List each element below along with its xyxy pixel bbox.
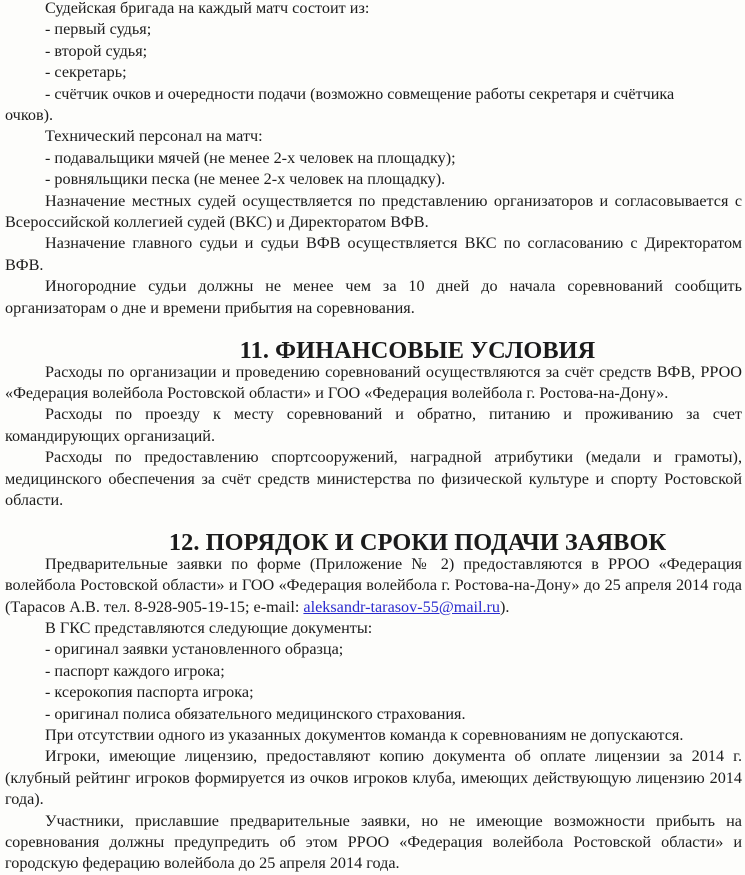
section-12-title: 12. ПОРЯДОК И СРОКИ ПОДАЧИ ЗАЯВОК: [168, 529, 667, 557]
applications-end: ).: [500, 597, 510, 616]
referee-item-3: - секретарь;: [45, 63, 127, 82]
license-paragraph: Игроки, имеющие лицензию, предоставляют копию документа об оплате лицензии за 2014 г. (клубный рейтинг игроков формируется из очков игроков клуба, имеющих действующую лицензию 2014 года).: [5, 747, 742, 809]
document-item-2: - паспорт каждого игрока;: [45, 661, 225, 680]
referee-item-2: - второй судья;: [45, 41, 148, 60]
participants-paragraph: Участники, приславшие предварительные заявки, но не имеющие возможности прибыть на соревнования должны предупредить об этом РРОО «Федерация волейбола Ростовской области» и городскую федерацию волейбола до 25 апреля 2014 года.: [5, 811, 742, 873]
email-link[interactable]: aleksandr-tarasov-55@mail.ru: [303, 597, 501, 616]
nonresident-referees-paragraph: Иногородние судьи должны не менее чем за 10 дней до начала соревнований сообщить организаторам о дне и времени прибытия на соревнования.: [5, 277, 742, 317]
referee-item-1: - первый судья;: [45, 20, 152, 39]
referee-item-4a: - счётчик очков и очередности подачи (возможно совмещение работы секретаря и счётчика: [45, 84, 675, 103]
chief-referee-paragraph: Назначение главного судьи и судьи ВФВ осуществляется ВКС по согласованию с Директоратом ВФВ.: [5, 234, 742, 274]
document-item-3: - ксерокопия паспорта игрока;: [45, 683, 254, 702]
documents-intro: В ГКС представляются следующие документы:: [45, 618, 373, 637]
document-item-1: - оригинал заявки установленного образца;: [45, 640, 344, 659]
referee-item-4b: очков).: [5, 106, 54, 125]
tech-staff-intro: Технический персонал на матч:: [45, 127, 263, 146]
section-11-title: 11. ФИНАНСОВЫЕ УСЛОВИЯ: [239, 337, 596, 365]
absence-paragraph: При отсутствии одного из указанных документов команда к соревнованиям не допускаются.: [45, 726, 684, 744]
applications-paragraph: [5, 554, 742, 618]
finance-paragraph-1: Расходы по организации и проведению соревнований осуществляются за счёт средств ВФВ, РРОО «Федерация волейбола Ростовской области» и ГОО «Федерация волейбола г. Ростова-на-Дону».: [5, 362, 742, 402]
finance-paragraph-3: Расходы по предоставлению спортсооружений, наградной атрибутики (медали и грамоты), медицинского обеспечения за счёт средств министерства по физической культуре и спорту Ростовской области.: [5, 448, 742, 509]
document-item-4: - оригинал полиса обязательного медицинского страхования.: [45, 704, 466, 723]
applications-text: Предварительные заявки по форме (Приложение № 2) предоставляются в РРОО «Федерация волейбола Ростовской области» и ГОО «Федерация волейбола г. Ростова-на-Дону» до 25 апреля 2014 года (Тарасов А.В. тел. 8-928-905-19-15; e-mail:: [5, 554, 742, 616]
local-referees-paragraph: Назначение местных судей осуществляется по представлению организаторов и согласовывается с Всероссийской коллегией судей (ВКС) и Директоратом ВФВ.: [5, 191, 742, 232]
finance-paragraph-2: Расходы по проезду к месту соревнований и обратно, питанию и проживанию за счет командирующих организаций.: [5, 405, 742, 445]
tech-staff-item-2: - ровняльщики песка (не менее 2-х человек на площадку).: [45, 170, 446, 189]
referees-intro: Судейская бригада на каждый матч состоит из:: [45, 0, 370, 17]
tech-staff-item-1: - подавальщики мячей (не менее 2-х человек на площадку);: [45, 148, 456, 167]
